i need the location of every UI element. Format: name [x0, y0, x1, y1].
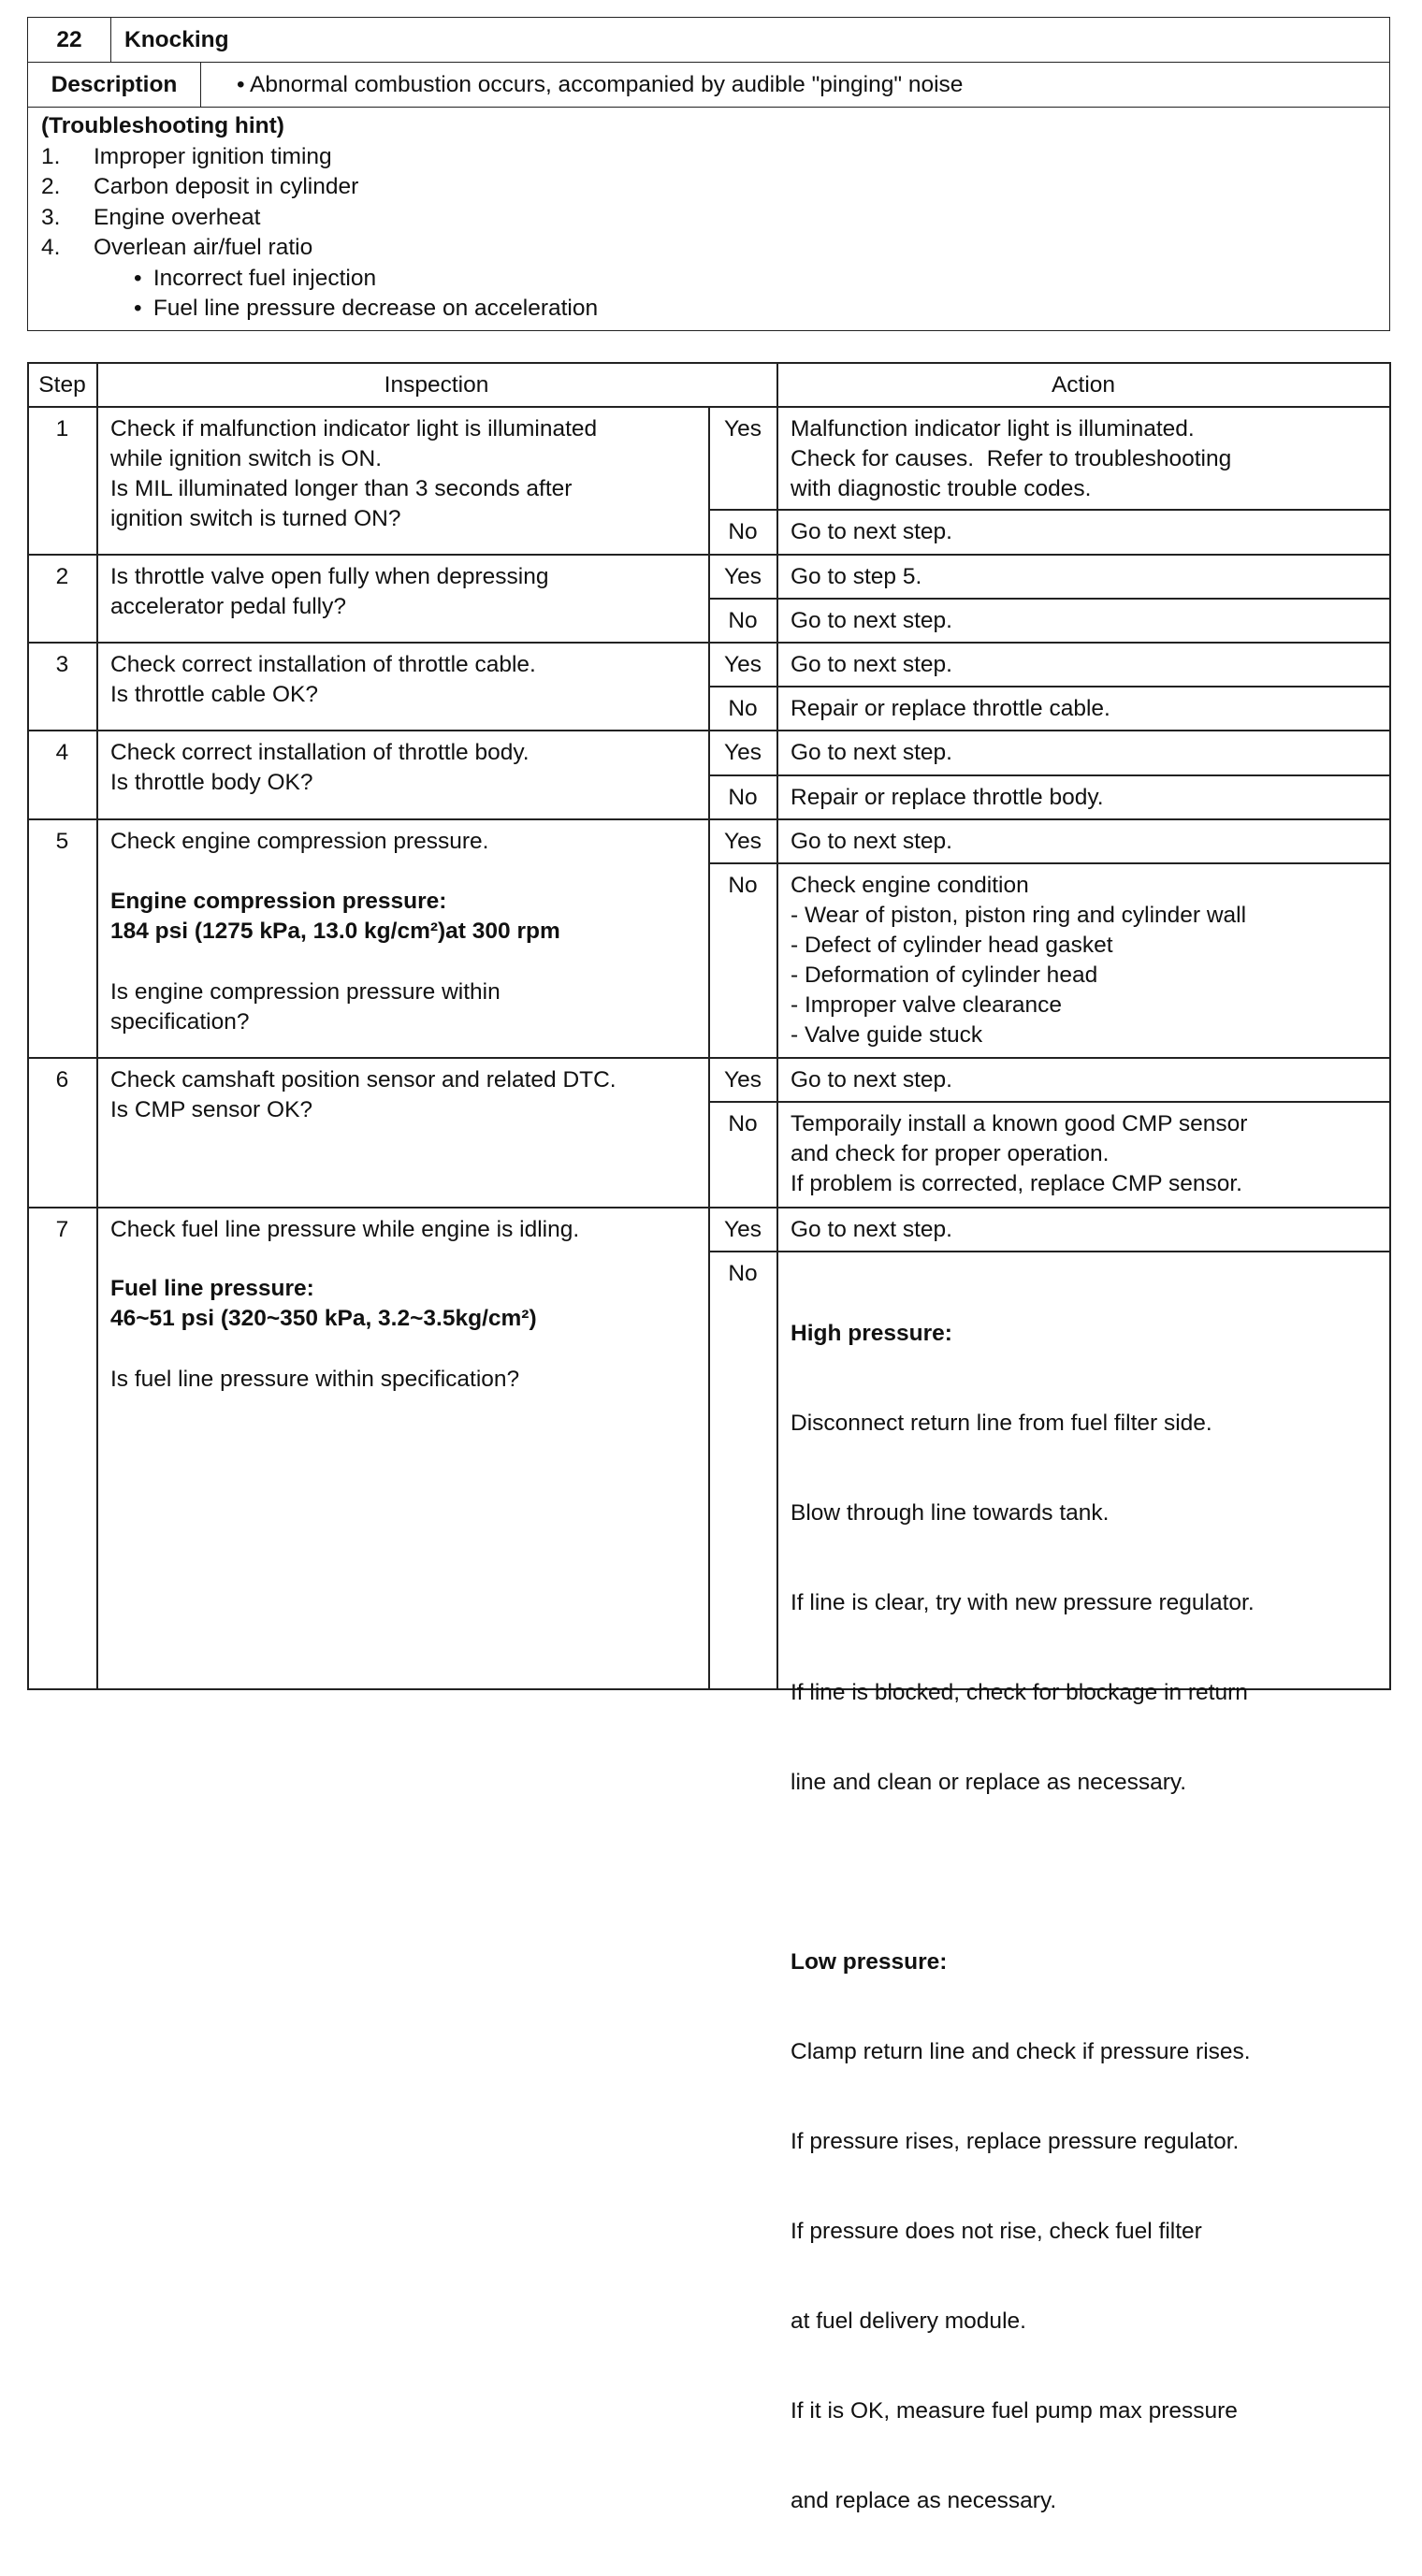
header-inspection: Inspection	[384, 372, 489, 398]
no-action: Go to next step.	[791, 519, 952, 544]
yes-action: Go to next step.	[791, 740, 952, 765]
spec-value: 46~51 psi (320~350 kPa, 3.2~3.5kg/cm²)	[110, 1306, 537, 1331]
bullet-icon: •	[134, 265, 142, 291]
step-number: 7	[55, 1217, 69, 1242]
row-divider	[27, 642, 1391, 644]
yes-no-divider	[708, 686, 1391, 687]
no-label: No	[728, 785, 758, 810]
yes-label: Yes	[724, 740, 762, 765]
col-divider-step	[96, 362, 98, 1689]
header-step: Step	[38, 372, 86, 398]
step-number: 6	[55, 1067, 69, 1093]
no-action: High pressure: Disconnect return line from fuel filter side. Blow through line towards tank. If line is clear, try with new pressure regulator. If line is blocked, check for blockage in return line and clean or replace as necessary. Low pressure: Clamp return line and check if pressure rises. If pressure rises, replace pressure regulator. If pressure does not rise, check fuel filter at fuel delivery module. If it is OK, measure fuel pump max pressure and replace as necessary.	[791, 1321, 1255, 2513]
header-action: Action	[1051, 372, 1116, 398]
yes-action: Go to step 5.	[791, 564, 922, 589]
inspection-text: Check if malfunction indicator light is illuminated while ignition switch is ON. Is MIL illuminated longer than 3 seconds after ignition switch is turned ON?	[110, 416, 598, 531]
no-label: No	[728, 1261, 758, 1286]
hint-item: 4. Overlean air/fuel ratio	[41, 235, 313, 261]
section-title: Knocking	[124, 26, 229, 52]
yes-no-divider	[708, 509, 1391, 511]
spec-label: Fuel line pressure:	[110, 1276, 314, 1301]
step-number: 3	[55, 652, 69, 677]
inspection-text: Is throttle valve open fully when depressing accelerator pedal fully?	[110, 564, 549, 619]
no-action: Repair or replace throttle cable.	[791, 696, 1110, 721]
yes-action: Go to next step.	[791, 1067, 952, 1093]
yes-label: Yes	[724, 1217, 762, 1242]
hint-item: 1. Improper ignition timing	[41, 143, 332, 169]
yes-label: Yes	[724, 416, 762, 441]
troubleshooting-hints	[28, 108, 1389, 325]
yes-no-divider	[708, 862, 1391, 864]
header-divider	[27, 406, 1391, 408]
inspection-text: Check camshaft position sensor and related DTC. Is CMP sensor OK?	[110, 1067, 617, 1122]
spec-label: Engine compression pressure:	[110, 889, 447, 914]
spec-value: 184 psi (1275 kPa, 13.0 kg/cm²)at 300 rpm	[110, 919, 560, 944]
yes-action: Malfunction indicator light is illuminated. Check for causes. Refer to troubleshooting with diagnostic trouble codes.	[791, 416, 1232, 501]
low-pressure-label: Low pressure:	[791, 1949, 948, 1975]
yes-action: Go to next step.	[791, 652, 952, 677]
row-divider	[27, 730, 1391, 731]
no-action: Go to next step.	[791, 608, 952, 633]
yes-label: Yes	[724, 829, 762, 854]
title-row	[28, 18, 1389, 63]
no-label: No	[728, 1111, 758, 1136]
table-border-left	[27, 362, 29, 1689]
inspection-text: Check correct installation of throttle body. Is throttle body OK?	[110, 740, 530, 795]
inspection-question: Is fuel line pressure within specification?	[110, 1367, 520, 1392]
row-divider	[27, 818, 1391, 820]
no-label: No	[728, 519, 758, 544]
yes-label: Yes	[724, 1067, 762, 1093]
bullet-icon: •	[134, 296, 142, 322]
hint-item: 3. Engine overheat	[41, 204, 261, 230]
hint-sub-item: • Incorrect fuel injection	[41, 264, 1389, 295]
yes-label: Yes	[724, 652, 762, 677]
no-label: No	[728, 608, 758, 633]
yes-no-divider	[708, 1251, 1391, 1252]
table-border-top	[27, 362, 1391, 364]
inspection-text: Check fuel line pressure while engine is idling.	[110, 1217, 580, 1242]
description-label: Description	[28, 63, 201, 107]
no-action: Repair or replace throttle body.	[791, 785, 1104, 810]
step-number: 2	[55, 564, 69, 589]
yes-label: Yes	[724, 564, 762, 589]
row-divider	[27, 554, 1391, 556]
section-number: 22	[28, 18, 111, 62]
step-number: 5	[55, 829, 69, 854]
row-divider	[27, 1057, 1391, 1059]
hints-title: (Troubleshooting hint)	[41, 113, 284, 139]
header-box	[27, 17, 1390, 331]
hint-item: 2. Carbon deposit in cylinder	[41, 174, 359, 200]
no-label: No	[728, 696, 758, 721]
col-divider-action	[776, 362, 778, 1689]
table-border-right	[1389, 362, 1391, 1689]
description-text: • Abnormal combustion occurs, accompanied by audible "pinging" noise	[237, 71, 964, 97]
row-divider	[27, 1207, 1391, 1208]
yes-action: Go to next step.	[791, 829, 952, 854]
inspection-text: Check engine compression pressure.	[110, 829, 489, 854]
step-number: 1	[55, 416, 69, 441]
yes-no-divider	[708, 774, 1391, 776]
no-action: Temporaily install a known good CMP sensor and check for proper operation. If problem is corrected, replace CMP sensor.	[791, 1111, 1248, 1196]
high-pressure-label: High pressure:	[791, 1321, 952, 1346]
step-number: 4	[55, 740, 69, 765]
no-action: Check engine condition - Wear of piston, piston ring and cylinder wall - Defect of cylinder head gasket - Deformation of cylinder head - Improper valve clearance - Valve guide stuck	[791, 873, 1247, 1048]
inspection-question: Is engine compression pressure within specification?	[110, 979, 501, 1035]
yes-no-divider	[708, 1101, 1391, 1103]
no-label: No	[728, 873, 758, 898]
hint-sub-item: • Fuel line pressure decrease on acceleration	[41, 294, 1389, 325]
inspection-text: Check correct installation of throttle cable. Is throttle cable OK?	[110, 652, 536, 707]
description-row	[28, 63, 1389, 108]
yes-no-divider	[708, 598, 1391, 600]
yes-action: Go to next step.	[791, 1217, 952, 1242]
